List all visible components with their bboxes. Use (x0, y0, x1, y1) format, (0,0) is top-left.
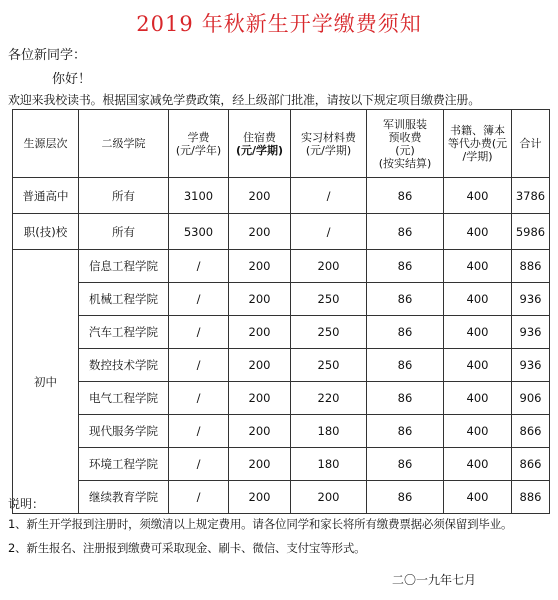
cell-books: 400 (444, 481, 512, 514)
header-materials (291, 110, 367, 178)
header-military-line2: 预收费 (388, 130, 422, 144)
cell-college: 数控技术学院 (79, 349, 169, 382)
title-year: 2019 (136, 12, 194, 36)
header-military-line1: 军训服装 (383, 117, 427, 131)
cell-college: 电气工程学院 (79, 382, 169, 415)
cell-military: 86 (367, 283, 444, 316)
cell-materials: 250 (291, 349, 367, 382)
fee-table (12, 109, 550, 514)
cell-materials: 180 (291, 448, 367, 481)
header-military-line4: (按实结算) (378, 156, 432, 170)
cell-materials: 180 (291, 415, 367, 448)
cell-military: 86 (367, 250, 444, 283)
cell-military: 86 (367, 382, 444, 415)
header-tuition (169, 110, 229, 178)
cell-materials: / (291, 214, 367, 250)
notes-title: 说明： (8, 497, 45, 511)
header-source-level: 生源层次 (13, 110, 79, 178)
cell-military: 86 (367, 349, 444, 382)
cell-lodging: 200 (229, 283, 291, 316)
cell-college: 现代服务学院 (79, 415, 169, 448)
cell-total: 936 (512, 349, 550, 382)
header-books-line2: 等代办费(元 (447, 137, 508, 150)
cell-tuition: / (169, 481, 229, 514)
table-row (13, 316, 550, 349)
table-row (13, 178, 550, 214)
header-materials-line: 实习材料费 (301, 130, 356, 144)
cell-college: 环境工程学院 (79, 448, 169, 481)
cell-lodging: 200 (229, 349, 291, 382)
cell-books: 400 (444, 349, 512, 382)
header-books-line1: 书籍、簿本 (450, 124, 505, 137)
table-row (13, 382, 550, 415)
table-row (13, 283, 550, 316)
cell-college: 机械工程学院 (79, 283, 169, 316)
cell-total: 886 (512, 481, 550, 514)
cell-military: 86 (367, 448, 444, 481)
cell-level: 普通高中 (13, 178, 79, 214)
cell-total: 906 (512, 382, 550, 415)
cell-military: 86 (367, 316, 444, 349)
header-college: 二级学院 (79, 110, 169, 178)
cell-books: 400 (444, 316, 512, 349)
cell-tuition: 3100 (169, 178, 229, 214)
title-text: 年秋新生开学缴费须知 (201, 12, 422, 36)
cell-books: 400 (444, 214, 512, 250)
cell-college: 所有 (79, 178, 169, 214)
cell-military: 86 (367, 415, 444, 448)
cell-materials: 200 (291, 481, 367, 514)
header-lodging-line: 住宿费 (243, 130, 276, 144)
cell-college: 继续教育学院 (79, 481, 169, 514)
cell-college: 信息工程学院 (79, 250, 169, 283)
cell-military: 86 (367, 214, 444, 250)
header-books-line3: /学期) (462, 150, 493, 163)
cell-total: 866 (512, 415, 550, 448)
cell-tuition: / (169, 283, 229, 316)
header-military-line3: (元) (395, 143, 415, 157)
cell-materials: 220 (291, 382, 367, 415)
cell-tuition: / (169, 382, 229, 415)
cell-lodging: 200 (229, 382, 291, 415)
cell-military: 86 (367, 481, 444, 514)
header-materials-unit: (元/学期) (305, 143, 352, 157)
header-books (444, 110, 512, 178)
header-tuition-unit: (元/学年) (175, 143, 222, 157)
cell-materials: 200 (291, 250, 367, 283)
header-lodging-unit: (元/学期) (235, 143, 284, 157)
header-total: 合计 (512, 110, 550, 178)
cell-college: 汽车工程学院 (79, 316, 169, 349)
table-row (13, 250, 550, 283)
cell-tuition: 5300 (169, 214, 229, 250)
cell-books: 400 (444, 283, 512, 316)
intro-paragraph: 欢迎来我校读书。根据国家减免学费政策，经上级部门批准，请按以下规定项目缴费注册。 (8, 93, 481, 107)
cell-books: 400 (444, 178, 512, 214)
cell-books: 400 (444, 448, 512, 481)
table-row (13, 448, 550, 481)
table-row (13, 349, 550, 382)
cell-lodging: 200 (229, 448, 291, 481)
cell-lodging: 200 (229, 415, 291, 448)
page-title (0, 8, 558, 38)
cell-total: 3786 (512, 178, 550, 214)
cell-tuition: / (169, 316, 229, 349)
cell-lodging: 200 (229, 316, 291, 349)
cell-lodging: 200 (229, 214, 291, 250)
note-item: 2、新生报名、注册报到缴费可采取现金、刷卡、微信、支付宝等形式。 (8, 541, 366, 555)
note-item: 1、新生开学报到注册时，须缴清以上规定费用。请各位同学和家长将所有缴费票据必须保留到毕业。 (8, 517, 513, 531)
table-row (13, 214, 550, 250)
cell-total: 886 (512, 250, 550, 283)
cell-lodging: 200 (229, 178, 291, 214)
cell-books: 400 (444, 415, 512, 448)
cell-tuition: / (169, 448, 229, 481)
cell-total: 936 (512, 316, 550, 349)
table-row (13, 481, 550, 514)
cell-materials: / (291, 178, 367, 214)
cell-lodging: 200 (229, 481, 291, 514)
cell-college: 所有 (79, 214, 169, 250)
hello-line: 你好！ (52, 72, 92, 87)
cell-materials: 250 (291, 283, 367, 316)
cell-tuition: / (169, 349, 229, 382)
cell-tuition: / (169, 415, 229, 448)
table-header-row (13, 110, 550, 178)
cell-materials: 250 (291, 316, 367, 349)
cell-lodging: 200 (229, 250, 291, 283)
cell-total: 936 (512, 283, 550, 316)
salutation: 各位新同学： (8, 48, 87, 63)
issue-date: 二〇一九年七月 (392, 573, 477, 587)
cell-total: 5986 (512, 214, 550, 250)
cell-military: 86 (367, 178, 444, 214)
cell-level-junior: 初中 (13, 250, 79, 514)
cell-tuition: / (169, 250, 229, 283)
cell-total: 866 (512, 448, 550, 481)
header-lodging (229, 110, 291, 178)
cell-books: 400 (444, 382, 512, 415)
cell-level: 职(技)校 (13, 214, 79, 250)
header-military (367, 110, 444, 178)
header-tuition-line: 学费 (187, 130, 210, 144)
cell-books: 400 (444, 250, 512, 283)
table-row (13, 415, 550, 448)
